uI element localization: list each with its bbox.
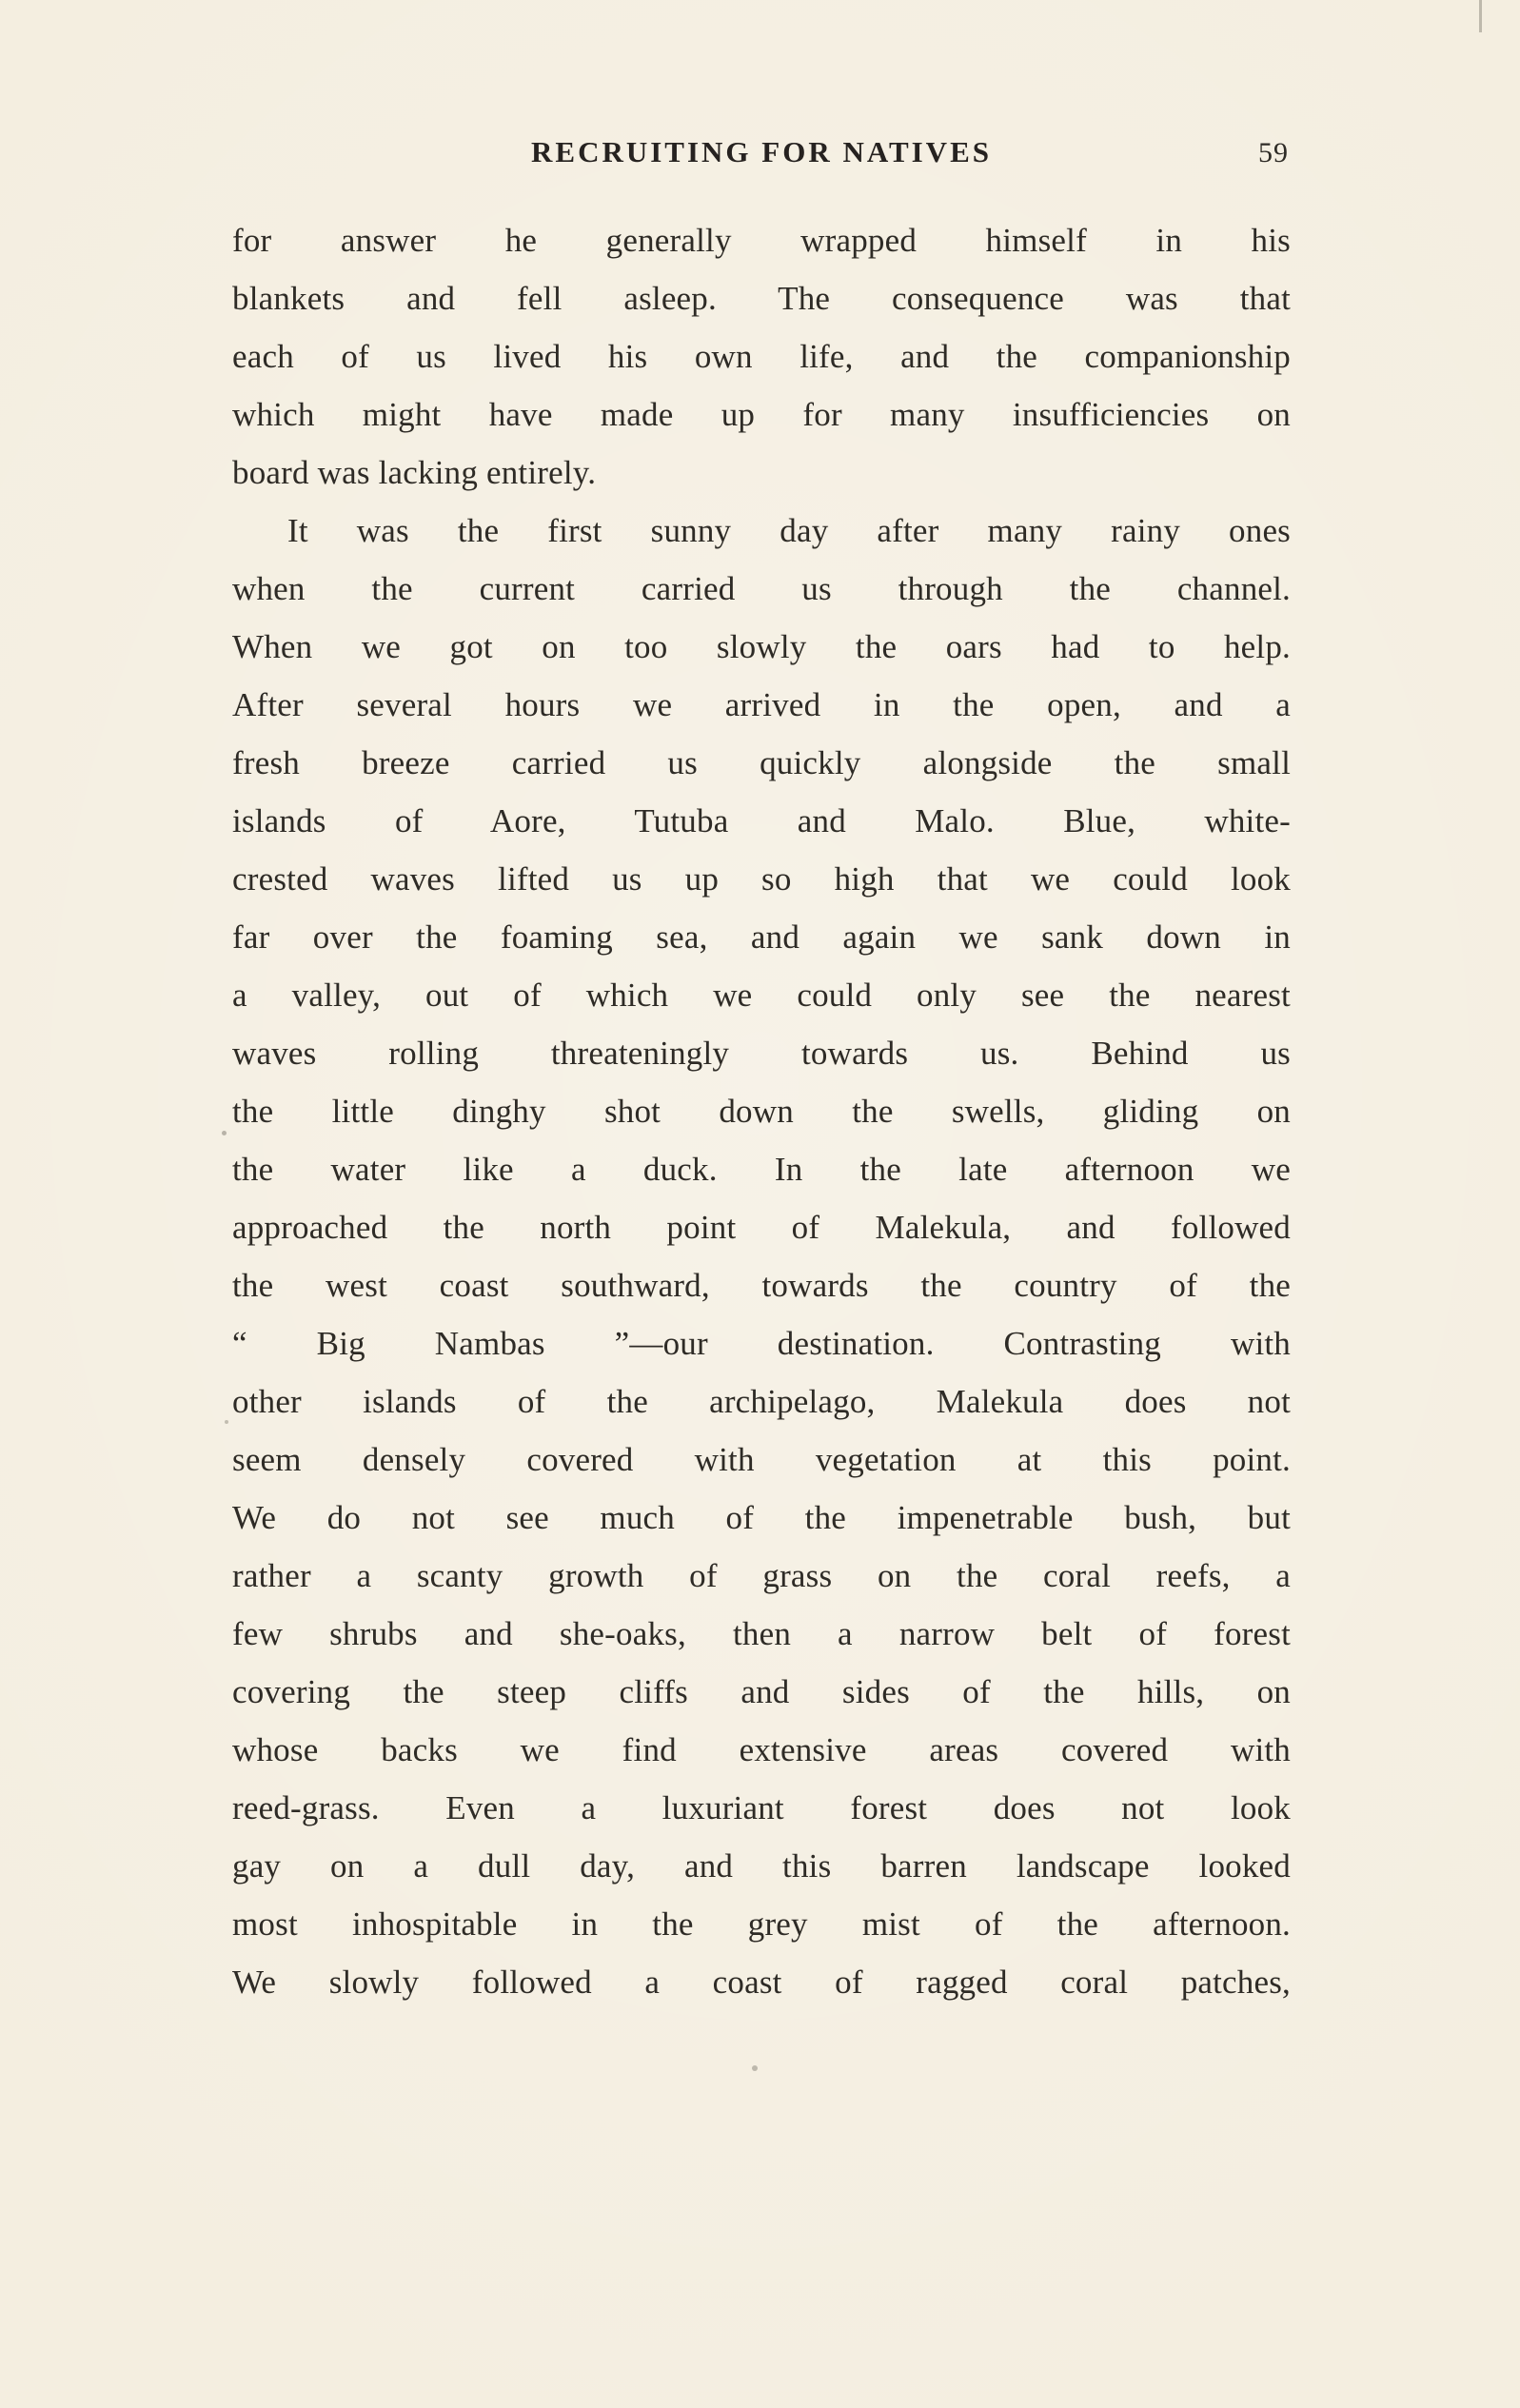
text-line: most inhospitable in the grey mist of the afternoon. — [232, 1905, 1291, 1943]
text-line: When we got on too slowly the oars had to help. — [232, 628, 1291, 665]
text-line: seem densely covered with vegetation at this point. — [232, 1441, 1291, 1478]
text-line: blankets and fell asleep. The consequence was that — [232, 280, 1291, 317]
text-line: the water like a duck. In the late afternoon we — [232, 1151, 1291, 1188]
text-line: whose backs we find extensive areas covered with — [232, 1731, 1291, 1768]
text-line: covering the steep cliffs and sides of the hills, on — [232, 1673, 1291, 1710]
body-lines — [232, 211, 1291, 2011]
text-line: “ Big Nambas ”—our destination. Contrasting with — [232, 1325, 1291, 1362]
text-line: It was the first sunny day after many rainy ones — [287, 512, 1291, 549]
page-header — [232, 135, 1291, 177]
text-line: the west coast southward, towards the country of the — [232, 1267, 1291, 1304]
text-line: few shrubs and she-oaks, then a narrow belt of forest — [232, 1615, 1291, 1652]
text-line: the little dinghy shot down the swells, gliding on — [232, 1093, 1291, 1130]
text-line: far over the foaming sea, and again we sank down in — [232, 918, 1291, 956]
text-line: reed-grass. Even a luxuriant forest does not look — [232, 1789, 1291, 1826]
text-line: each of us lived his own life, and the companionship — [232, 338, 1291, 375]
text-line: board was lacking entirely. — [232, 454, 597, 491]
text-line: which might have made up for many insufficiencies on — [232, 396, 1291, 433]
scan-speck — [222, 1131, 227, 1135]
text-line: crested waves lifted us up so high that we could look — [232, 860, 1291, 898]
scan-edge-mark — [1479, 0, 1482, 32]
text-line: fresh breeze carried us quickly alongside the small — [232, 744, 1291, 781]
running-head-title: RECRUITING FOR NATIVES — [531, 135, 992, 168]
scan-speck — [752, 2065, 758, 2071]
text-line: when the current carried us through the channel. — [232, 570, 1291, 607]
text-line: rather a scanty growth of grass on the coral reefs, a — [232, 1557, 1291, 1594]
text-line: other islands of the archipelago, Malekula does not — [232, 1383, 1291, 1420]
text-line: for answer he generally wrapped himself in his — [232, 222, 1291, 259]
text-line: gay on a dull day, and this barren landscape looked — [232, 1847, 1291, 1885]
text-line: We do not see much of the impenetrable bush, but — [232, 1499, 1291, 1536]
page-number: 59 — [1258, 137, 1289, 168]
text-line: We slowly followed a coast of ragged coral patches, — [232, 1964, 1291, 2001]
scan-speck — [225, 1420, 228, 1424]
text-line: islands of Aore, Tutuba and Malo. Blue, white- — [232, 802, 1291, 839]
text-line: a valley, out of which we could only see the nearest — [232, 977, 1291, 1014]
text-line: approached the north point of Malekula, and followed — [232, 1209, 1291, 1246]
text-line: waves rolling threateningly towards us. Behind us — [232, 1035, 1291, 1072]
text-line: After several hours we arrived in the open, and a — [232, 686, 1291, 723]
